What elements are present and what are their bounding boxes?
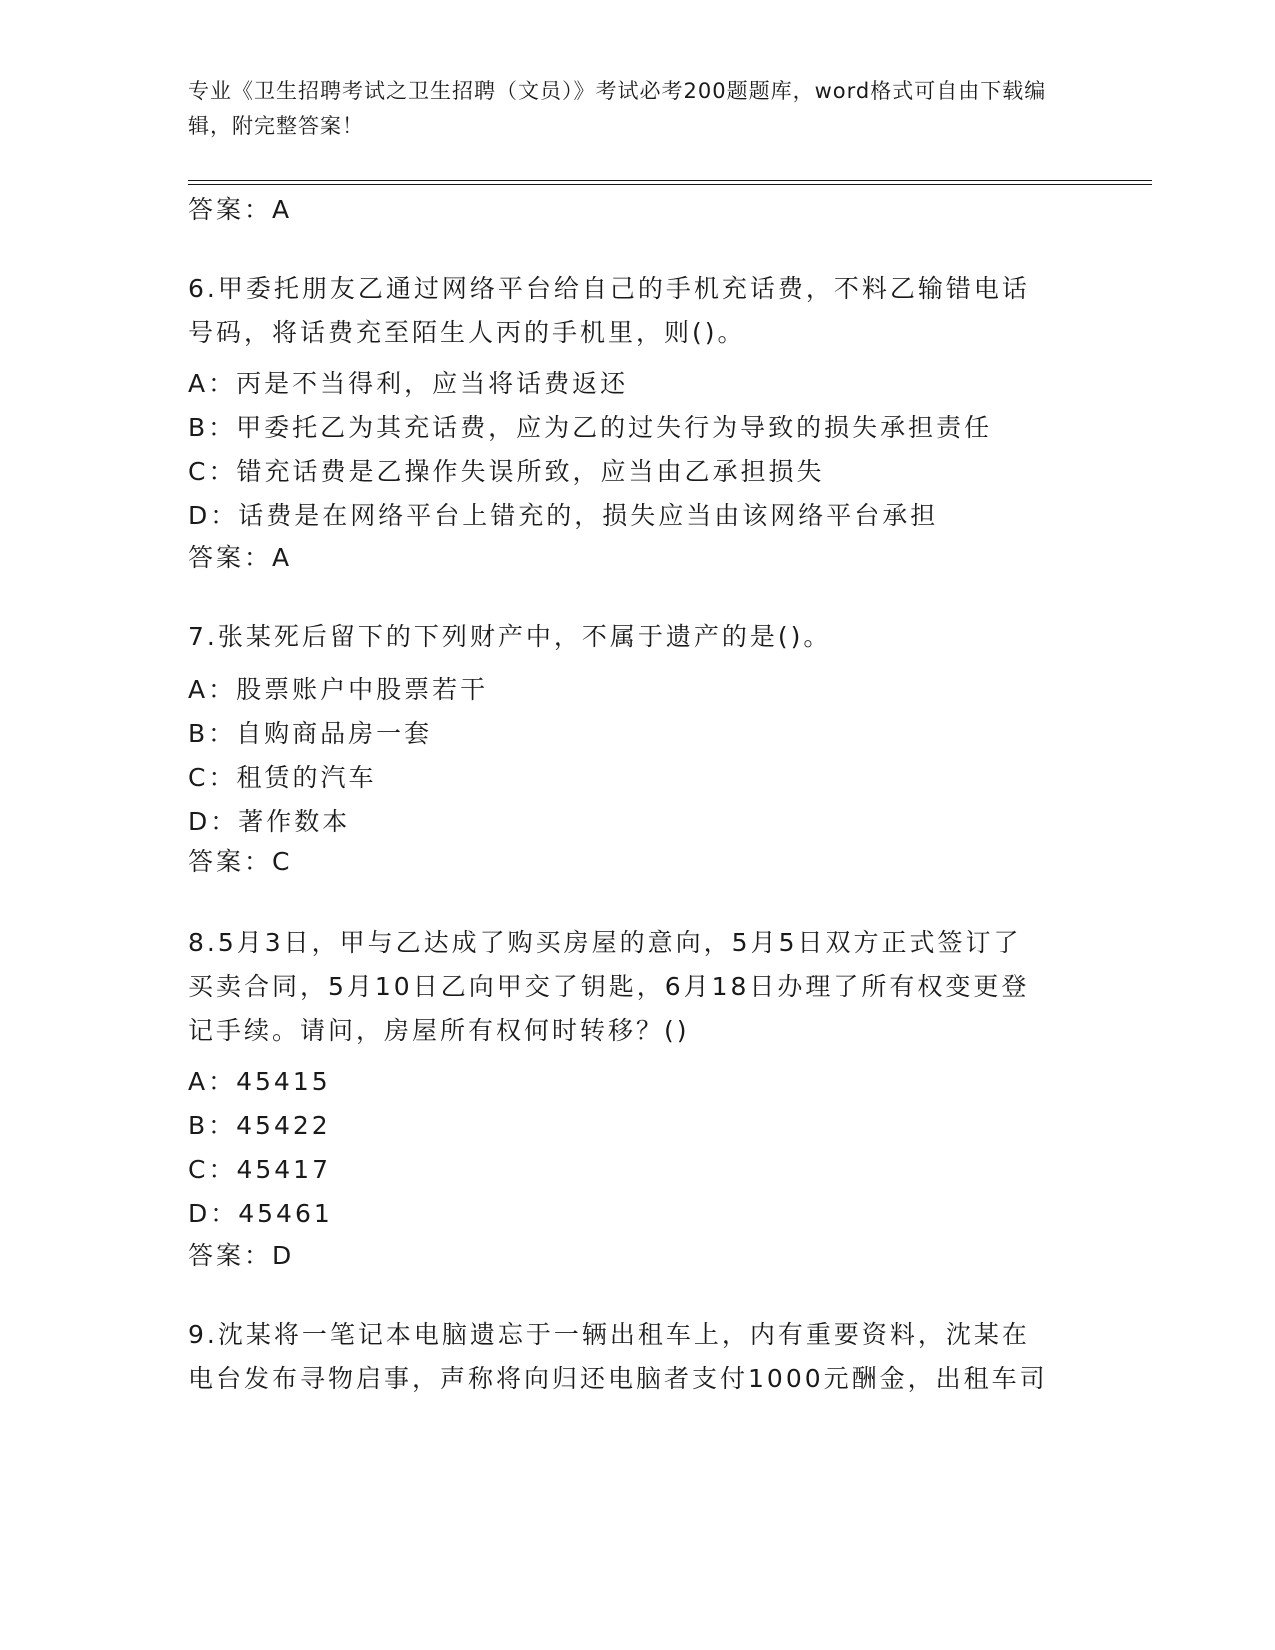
header-rule-bottom [188,184,1152,185]
question-6-answer: 答案：A [188,543,293,572]
question-8-stem-line-1: 8.5月3日，甲与乙达成了购买房屋的意向，5月5日双方正式签订了 [188,928,1022,957]
question-7-option-a: A：股票账户中股票若干 [188,675,489,704]
answer-label: 答案：A [188,195,293,224]
question-7-stem-line-1: 7.张某死后留下的下列财产中，不属于遗产的是()。 [188,622,832,651]
question-9-stem-line-2: 电台发布寻物启事，声称将向归还电脑者支付1000元酬金，出租车司 [188,1364,1048,1393]
question-6-stem-line-1: 6.甲委托朋友乙通过网络平台给自己的手机充话费，不料乙输错电话 [188,274,1030,303]
question-7-answer: 答案：C [188,847,293,876]
question-7-option-b: B：自购商品房一套 [188,719,433,748]
question-8-option-a: A：45415 [188,1067,331,1096]
question-9-stem-line-1: 9.沈某将一笔记本电脑遗忘于一辆出租车上，内有重要资料，沈某在 [188,1320,1030,1349]
question-7-option-d: D：著作数本 [188,807,351,836]
question-8-option-b: B：45422 [188,1111,331,1140]
question-6-option-c: C：错充话费是乙操作失误所致，应当由乙承担损失 [188,457,825,486]
question-8-option-c: C：45417 [188,1155,331,1184]
document-header [188,74,1068,144]
question-8-stem-line-2: 买卖合同，5月10日乙向甲交了钥匙，6月18日办理了所有权变更登 [188,972,1030,1001]
question-8-stem-line-3: 记手续。请问，房屋所有权何时转移？() [188,1016,690,1045]
document-title: 专业《卫生招聘考试之卫生招聘（文员）》考试必考200题题库，word格式可自由下载编辑，附完整答案！ [188,79,1047,138]
question-6-option-b: B：甲委托乙为其充话费，应为乙的过失行为导致的损失承担责任 [188,413,993,442]
question-6-stem-line-2: 号码，将话费充至陌生人丙的手机里，则()。 [188,318,746,347]
header-rule-top [188,180,1152,181]
question-8-option-d: D：45461 [188,1199,333,1228]
question-6-option-a: A：丙是不当得利，应当将话费返还 [188,369,629,398]
question-8-answer: 答案：D [188,1241,295,1270]
question-6-option-d: D：话费是在网络平台上错充的，损失应当由该网络平台承担 [188,501,939,530]
question-7-option-c: C：租赁的汽车 [188,763,377,792]
